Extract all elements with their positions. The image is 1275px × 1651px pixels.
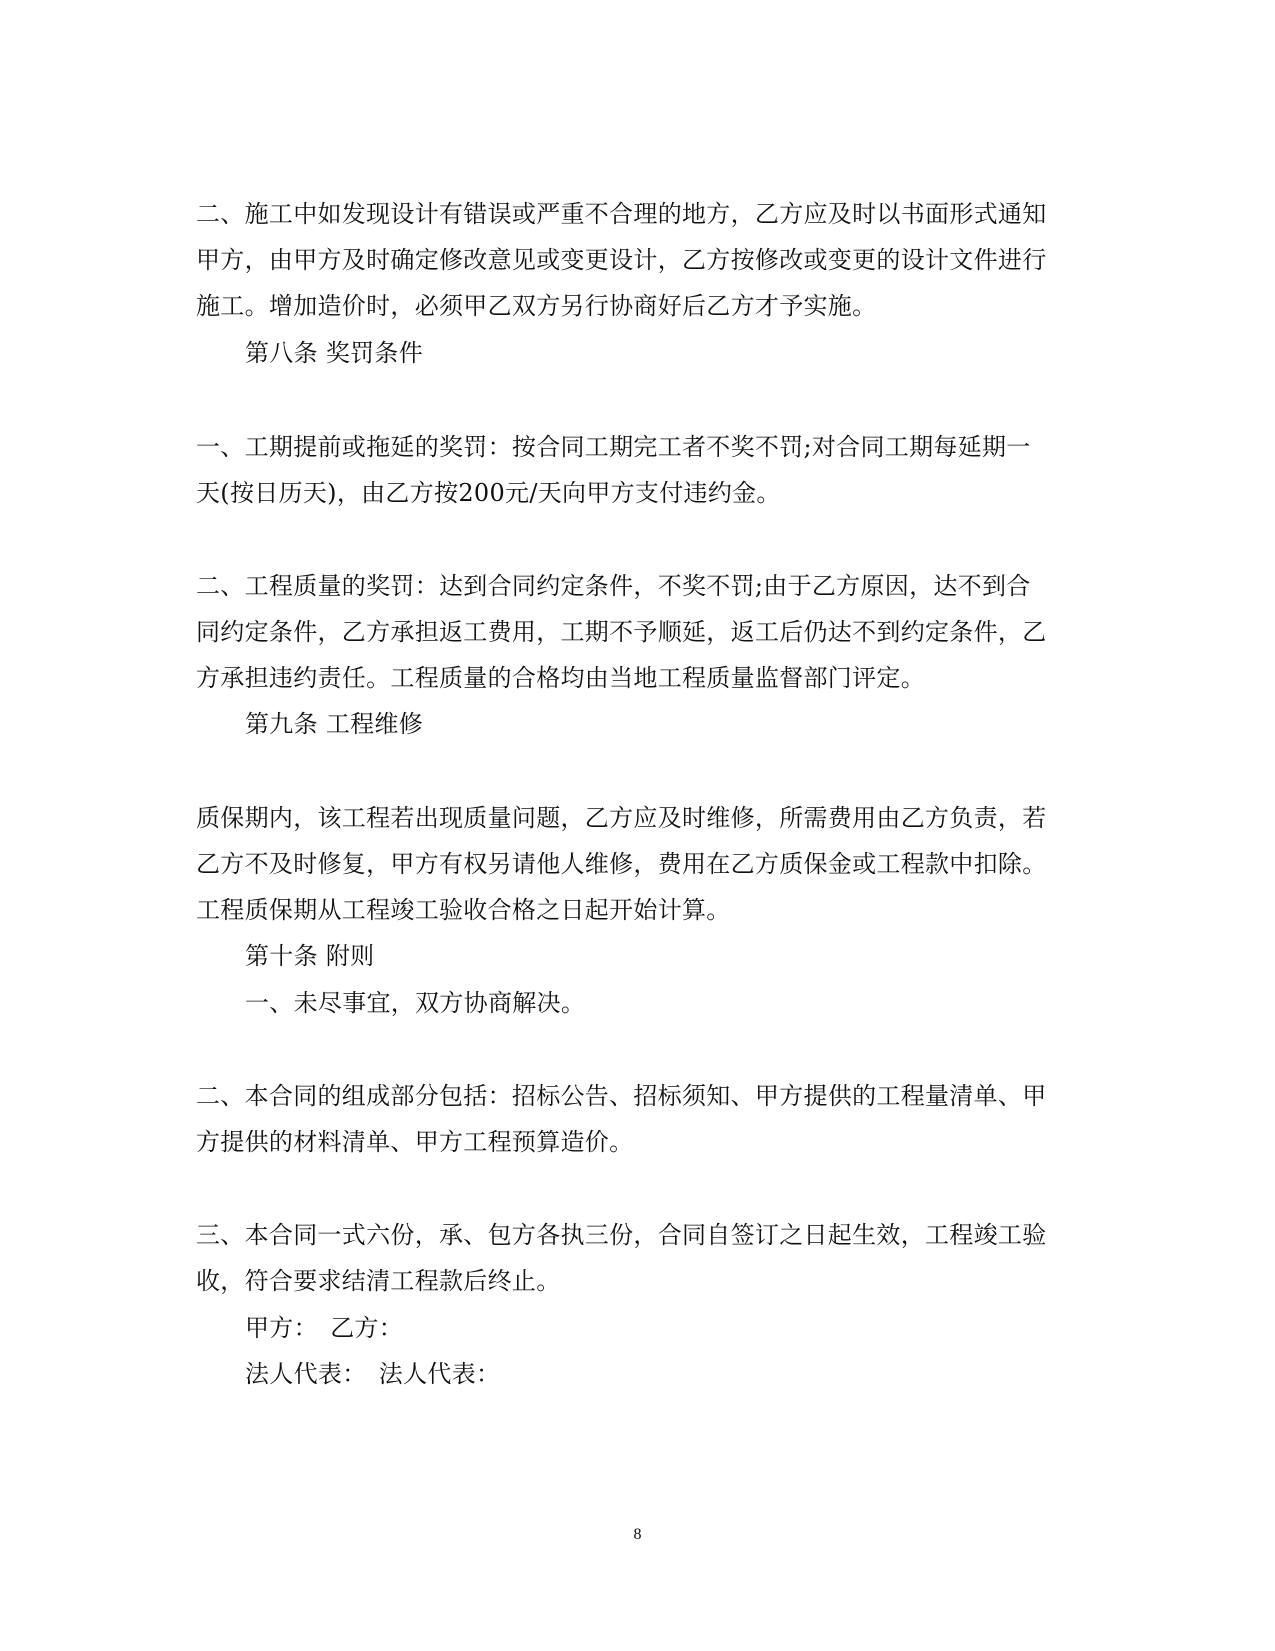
clause-8-2-line-3: 方承担违约责任。工程质量的合格均由当地工程质量监督部门评定。 (196, 664, 925, 692)
clause-7-2-line-3: 施工。增加造价时，必须甲乙双方另行协商好后乙方才予实施。 (196, 292, 877, 320)
article-9-line-1: 质保期内，该工程若出现质量问题，乙方应及时维修，所需费用由乙方负责，若 (196, 804, 1047, 832)
clause-10-1: 一、未尽事宜，双方协商解决。 (245, 989, 586, 1017)
signature-legal-representatives: 法人代表： 法人代表： (245, 1360, 501, 1388)
clause-8-1-line-2: 天(按日历天)，由乙方按200元/天向甲方支付违约金。 (196, 479, 781, 507)
article-8-heading: 第八条 奖罚条件 (245, 339, 424, 367)
page-number: 8 (633, 1526, 642, 1543)
signature-parties: 甲方： 乙方： (245, 1314, 404, 1342)
article-10-heading: 第十条 附则 (245, 942, 375, 970)
article-9-heading: 第九条 工程维修 (245, 710, 424, 738)
clause-8-2-line-2: 同约定条件，乙方承担返工费用，工期不予顺延，返工后仍达不到约定条件，乙 (196, 618, 1047, 646)
clause-10-3-line-1: 三、本合同一式六份，承、包方各执三份，合同自签订之日起生效，工程竣工验 (196, 1221, 1047, 1249)
clause-10-2-line-1: 二、本合同的组成部分包括：招标公告、招标须知、甲方提供的工程量清单、甲 (196, 1082, 1047, 1110)
article-9-line-3: 工程质保期从工程竣工验收合格之日起开始计算。 (196, 896, 731, 924)
clause-8-2-line-1: 二、工程质量的奖罚：达到合同约定条件，不奖不罚;由于乙方原因，达不到合 (196, 572, 1031, 600)
article-9-line-2: 乙方不及时修复，甲方有权另请他人维修，费用在乙方质保金或工程款中扣除。 (196, 850, 1047, 878)
clause-10-3-line-2: 收，符合要求结清工程款后终止。 (196, 1267, 561, 1295)
clause-10-2-line-2: 方提供的材料清单、甲方工程预算造价。 (196, 1128, 634, 1156)
clause-7-2-line-1: 二、施工中如发现设计有错误或严重不合理的地方，乙方应及时以书面形式通知 (196, 200, 1047, 228)
clause-7-2-line-2: 甲方，由甲方及时确定修改意见或变更设计，乙方按修改或变更的设计文件进行 (196, 246, 1047, 274)
clause-8-1-line-1: 一、工期提前或拖延的奖罚：按合同工期完工者不奖不罚;对合同工期每延期一 (196, 433, 1031, 461)
